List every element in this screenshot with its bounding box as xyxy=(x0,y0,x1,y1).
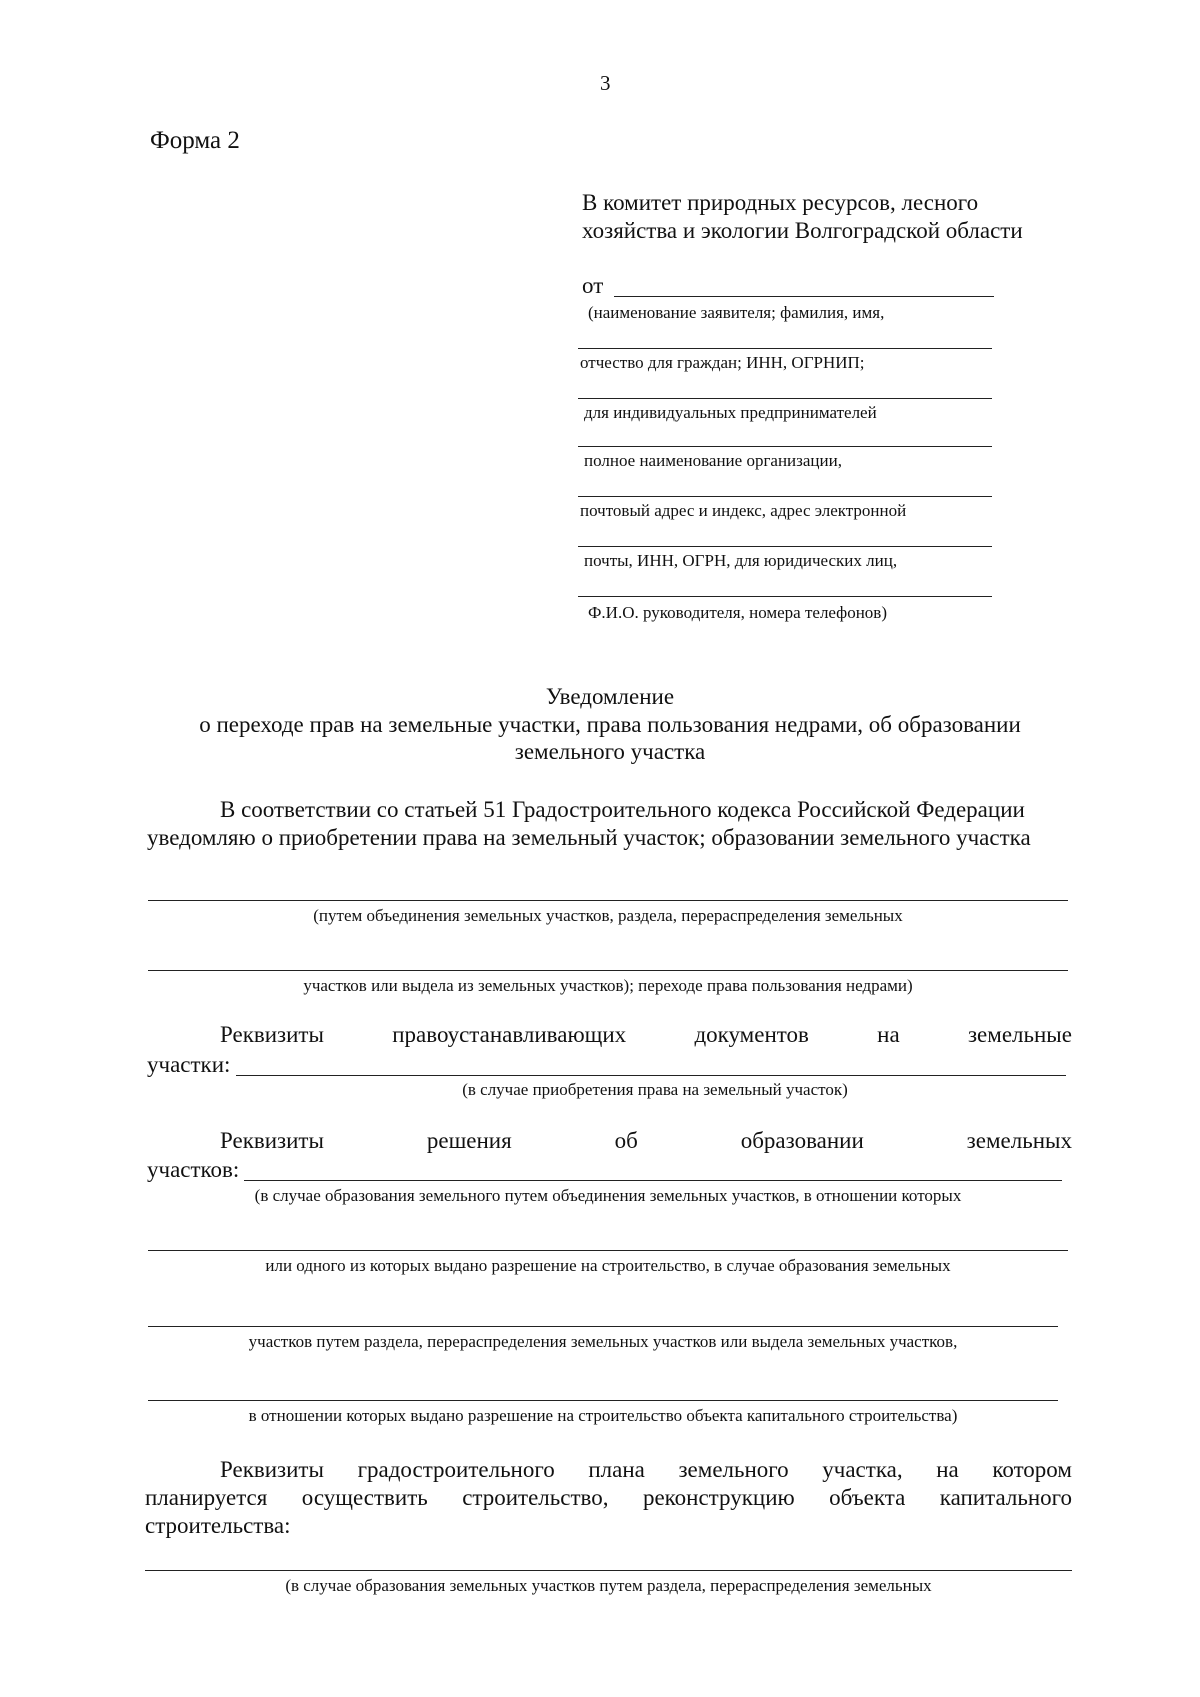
section3-word-12: объекта xyxy=(829,1485,906,1510)
section3-word-10: строительство, xyxy=(462,1485,609,1510)
from-caption-4: полное наименование организации, xyxy=(584,451,842,470)
section2-heading xyxy=(220,1126,1072,1156)
from-field-line-4[interactable] xyxy=(578,446,992,447)
intro-field-line-2[interactable] xyxy=(148,970,1068,971)
from-field-line-3[interactable] xyxy=(578,398,992,399)
addressee-line-1: В комитет природных ресурсов, лесного xyxy=(582,190,979,215)
section2-field-line[interactable] xyxy=(244,1180,1062,1181)
from-field-line-5[interactable] xyxy=(578,496,992,497)
section2-caption-4: в отношении которых выдано разрешение на строительство объекта капитального строительства) xyxy=(248,1406,958,1425)
section3-word-1: Реквизиты xyxy=(220,1457,324,1482)
section1-word-4: на xyxy=(877,1022,900,1047)
section3-word-7: котором xyxy=(992,1457,1072,1482)
section2-caption-2: или одного из которых выдано разрешение на строительство, в случае образования земельных xyxy=(265,1256,951,1275)
section3-word-6: на xyxy=(936,1457,959,1482)
section2-word-5: земельных xyxy=(966,1128,1072,1153)
page-number: 3 xyxy=(600,71,611,95)
section2-field-line-4[interactable] xyxy=(148,1400,1058,1401)
section1-word-5: земельные xyxy=(967,1022,1072,1047)
section1-word-3: документов xyxy=(694,1022,809,1047)
from-field-line[interactable] xyxy=(614,296,994,297)
section1-word-2: правоустанавливающих xyxy=(392,1022,627,1047)
section3-heading-line-1 xyxy=(220,1455,1072,1485)
from-label: от xyxy=(582,273,604,298)
intro-caption-2: участков или выдела из земельных участков); переходе права пользования недрами) xyxy=(303,976,913,995)
section3-word-11: реконструкцию xyxy=(642,1485,795,1510)
intro-caption-1: (путем объединения земельных участков, раздела, перераспределения земельных xyxy=(313,906,903,925)
section1-label: участки: xyxy=(147,1052,231,1077)
section2-word-4: образовании xyxy=(740,1128,864,1153)
section1-caption: (в случае приобретения права на земельный участок) xyxy=(462,1080,848,1099)
from-caption-3: для индивидуальных предпринимателей xyxy=(584,403,877,422)
intro-line-2: уведомляю о приобретении права на земельный участок; образовании земельного участка xyxy=(147,825,1031,850)
from-field-line-7[interactable] xyxy=(578,596,992,597)
section2-field-line-3[interactable] xyxy=(148,1326,1058,1327)
section3-word-3: плана xyxy=(588,1457,645,1482)
section2-word-3: об xyxy=(614,1128,638,1153)
section1-heading xyxy=(220,1020,1072,1050)
addressee-line-2: хозяйства и экологии Волгоградской области xyxy=(582,218,1023,243)
section2-label: участков: xyxy=(147,1157,240,1182)
section3-word-13: капитального xyxy=(939,1485,1072,1510)
from-caption-2: отчество для граждан; ИНН, ОГРНИП; xyxy=(580,353,865,372)
section3-word-8: планируется xyxy=(145,1485,268,1510)
form-label: Форма 2 xyxy=(150,127,240,154)
section2-word-1: Реквизиты xyxy=(220,1128,324,1153)
intro-line-1: В соответствии со статьей 51 Градостроительного кодекса Российской Федерации xyxy=(220,797,1025,822)
section2-caption-1: (в случае образования земельного путем объединения земельных участков, в отношении которых xyxy=(254,1186,962,1205)
from-caption-1: (наименование заявителя; фамилия, имя, xyxy=(588,303,885,322)
section2-word-2: решения xyxy=(426,1128,512,1153)
section2-field-line-2[interactable] xyxy=(148,1250,1068,1251)
section3-word-5: участка, xyxy=(822,1457,903,1482)
intro-field-line-1[interactable] xyxy=(148,900,1068,901)
document-title: Уведомление xyxy=(545,684,675,709)
section3-heading-line-2 xyxy=(145,1483,1072,1513)
from-field-line-6[interactable] xyxy=(578,546,992,547)
from-caption-5: почтовый адрес и индекс, адрес электронной xyxy=(580,501,907,520)
from-caption-7: Ф.И.О. руководителя, номера телефонов) xyxy=(588,603,887,622)
section1-field-line[interactable] xyxy=(236,1075,1066,1076)
section3-word-4: земельного xyxy=(678,1457,789,1482)
from-caption-6: почты, ИНН, ОГРН, для юридических лиц, xyxy=(584,551,898,570)
section2-caption-3: участков путем раздела, перераспределения земельных участков или выдела земельных участков, xyxy=(248,1332,958,1351)
section3-word-2: градостроительного xyxy=(357,1457,555,1482)
section1-word-1: Реквизиты xyxy=(220,1022,324,1047)
document-subtitle-1: о переходе прав на земельные участки, права пользования недрами, об образовании xyxy=(199,712,1021,737)
document-subtitle-2: земельного участка xyxy=(514,739,706,764)
from-field-line-2[interactable] xyxy=(578,348,992,349)
section3-caption: (в случае образования земельных участков путем раздела, перераспределения земельных xyxy=(285,1576,932,1595)
section3-heading-line-3: строительства: xyxy=(145,1513,291,1538)
section3-word-9: осуществить xyxy=(301,1485,428,1510)
section3-field-line[interactable] xyxy=(145,1570,1072,1571)
